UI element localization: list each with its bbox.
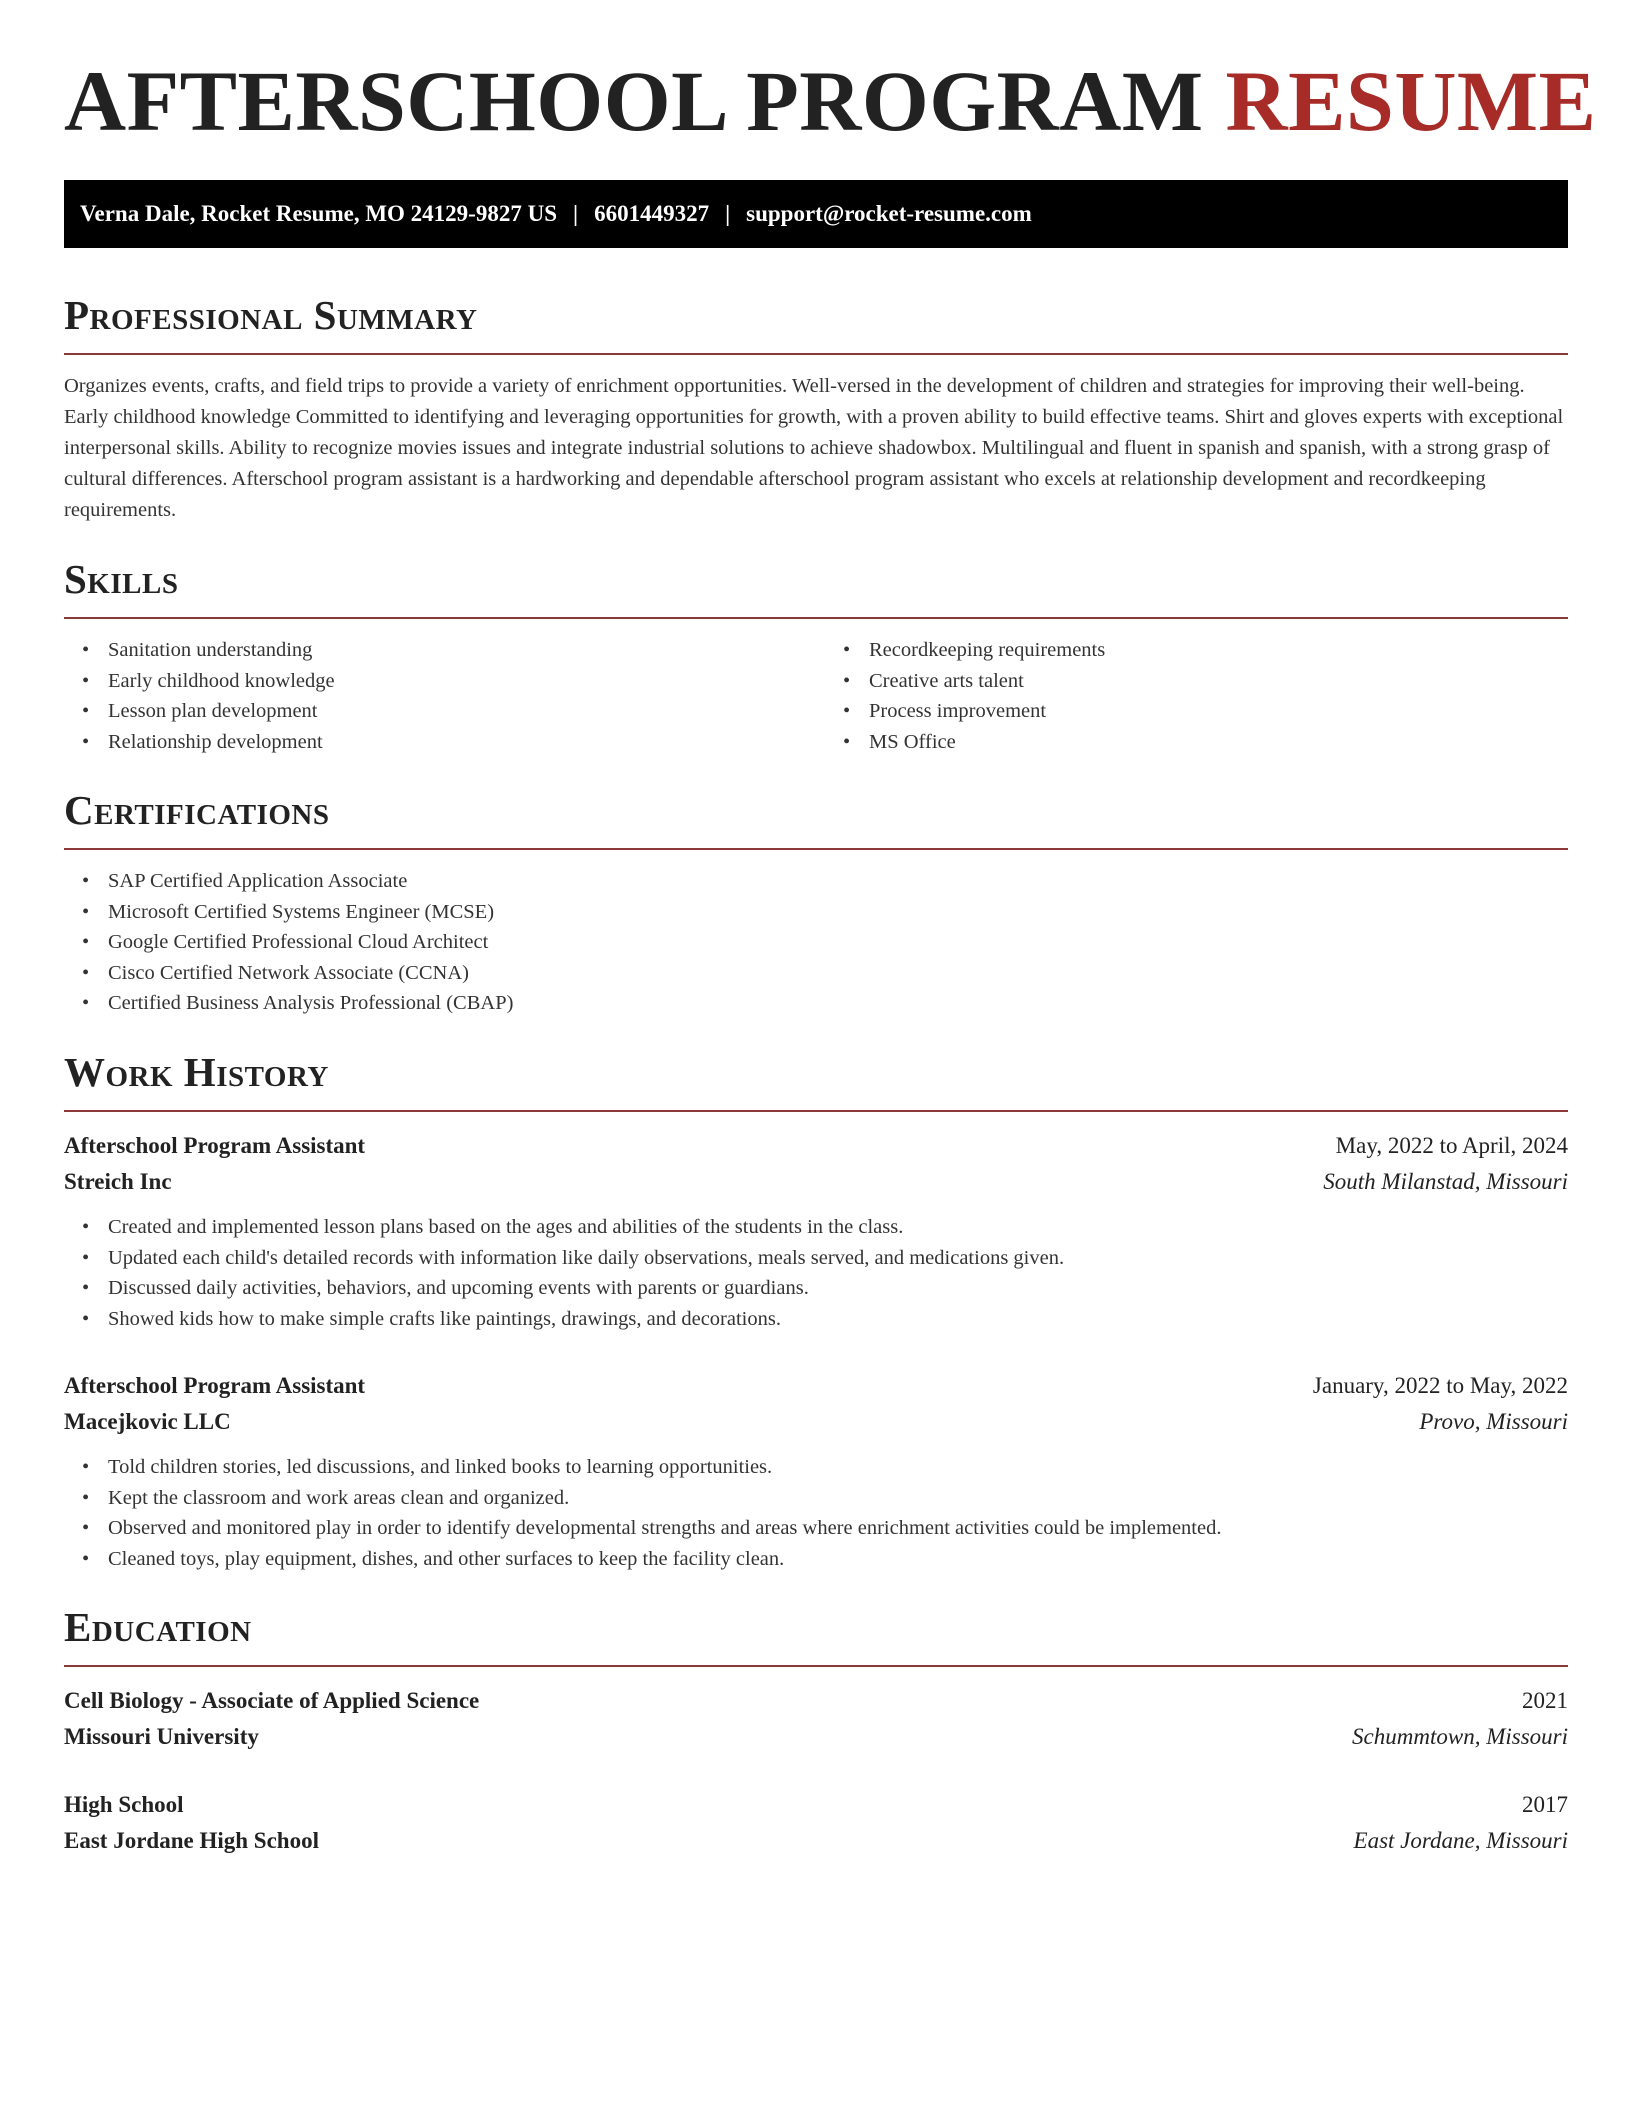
school-name: East Jordane High School [64,1828,319,1854]
job-duty: • Showed kids how to make simple crafts like paintings, drawings, and decorations. [108,1304,1568,1335]
job-location: South Milanstad, Missouri [1323,1169,1568,1195]
skill-item: • MS Office [869,727,1568,758]
resume-title [64,53,1597,149]
contact-separator: | [572,201,579,226]
section-divider [64,1110,1568,1112]
summary-text: Organizes events, crafts, and field trips to provide a variety of enrichment opportunities. Well-versed in the development of children and strategies for improving their well-being. Early childhood knowledge Committed to identifying and leveraging opportunities for growth, with a proven ability to build effective teams. Shirt and gloves experts with exceptional interpersonal skills. Ability to recognize movies issues and integrate industrial solutions to achieve shadowbox. Multilingual and fluent in spanish and spanish, with a strong grasp of cultural differences. Afterschool program assistant is a hardworking and dependable afterschool program assistant who excels at relationship development and recordkeeping requirements. [64,375,1564,522]
section-divider [64,848,1568,850]
degree-name: Cell Biology - Associate of Applied Science [64,1688,480,1714]
job-duty: • Cleaned toys, play equipment, dishes, and other surfaces to keep the facility clean. [108,1544,1568,1575]
skill-item: • Process improvement [869,696,1568,727]
skill-item: • Creative arts talent [869,666,1568,697]
contact-email: support@rocket-resume.com [746,201,1032,226]
job-duty: • Discussed daily activities, behaviors, and upcoming events with parents or guardians. [108,1273,1568,1304]
certification-item: • Google Certified Professional Cloud Architect [108,927,1568,958]
skills-list [64,635,1568,757]
certification-item: • SAP Certified Application Associate [108,866,1568,897]
work-entry [64,1128,1568,1334]
school-location: Schummtown, Missouri [1352,1724,1568,1750]
school-name: Missouri University [64,1724,259,1750]
skills-column-right [807,635,1568,757]
skill-item: • Sanitation understanding [108,635,807,666]
company-name: Macejkovic LLC [64,1409,231,1435]
certification-item: • Cisco Certified Network Associate (CCNA) [108,958,1568,989]
job-duties-list [64,1452,1568,1574]
graduation-year: 2017 [1522,1792,1568,1818]
job-title: Afterschool Program Assistant [64,1133,366,1159]
education-heading: Education [64,1604,252,1651]
contact-separator: | [725,201,731,226]
degree-name: High School [64,1792,184,1818]
contact-phone: 6601449327 [594,201,710,226]
contact-bar [64,180,1568,248]
education-entry [64,1683,1568,1755]
school-location: East Jordane, Missouri [1353,1828,1568,1854]
graduation-year: 2021 [1522,1688,1568,1714]
skill-item: • Relationship development [108,727,807,758]
certification-item: • Microsoft Certified Systems Engineer (MCSE) [108,897,1568,928]
work-entry [64,1368,1568,1574]
job-title: Afterschool Program Assistant [64,1373,366,1399]
work-history-heading: Work History [64,1048,329,1095]
section-divider [64,617,1568,619]
skills-heading: Skills [64,556,179,603]
job-duty: • Kept the classroom and work areas clean and organized. [108,1483,1568,1514]
certifications-heading: Certifications [64,787,330,834]
certification-item: • Certified Business Analysis Professional (CBAP) [108,988,1568,1019]
job-duties-list [64,1212,1568,1334]
job-duty: • Created and implemented lesson plans based on the ages and abilities of the students in the class. [108,1212,1568,1243]
company-name: Streich Inc [64,1169,172,1195]
skill-item: • Early childhood knowledge [108,666,807,697]
job-dates: January, 2022 to May, 2022 [1312,1373,1568,1399]
skill-item: • Lesson plan development [108,696,807,727]
section-divider [64,353,1568,355]
skill-item: • Recordkeeping requirements [869,635,1568,666]
summary-heading: Professional Summary [64,292,478,338]
certifications-list [64,866,1568,1019]
job-duty: • Observed and monitored play in order to identify developmental strengths and areas where enrichment activities could be implemented. [108,1513,1568,1544]
job-dates: May, 2022 to April, 2024 [1335,1133,1568,1159]
title-accent: RESUME [1225,53,1597,149]
job-location: Provo, Missouri [1419,1409,1568,1435]
job-duty: • Updated each child's detailed records with information like daily observations, meals served, and medications given. [108,1243,1568,1274]
job-duty: • Told children stories, led discussions, and linked books to learning opportunities. [108,1452,1568,1483]
title-main: AFTERSCHOOL PROGRAM [64,53,1204,149]
education-entry [64,1787,1568,1859]
section-divider [64,1665,1568,1667]
skills-column-left [64,635,807,757]
contact-address: Verna Dale, Rocket Resume, MO 24129-9827 US [80,201,557,226]
